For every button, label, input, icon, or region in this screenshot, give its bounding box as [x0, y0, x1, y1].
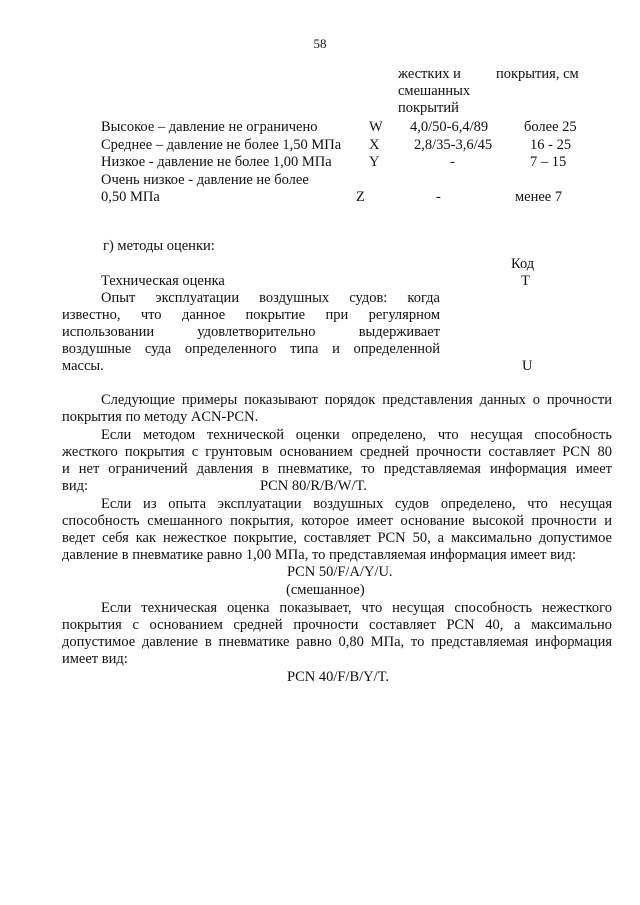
- pressure-label: Низкое - давление не более 1,00 МПа: [101, 154, 332, 170]
- paragraph-4: [62, 600, 612, 668]
- header-line: жестких и: [398, 66, 461, 82]
- pressure-label: Очень низкое - давление не более: [101, 172, 309, 188]
- paragraph-line: Если из опыта эксплуатации воздушных судов определено, что несущая: [101, 496, 612, 512]
- experience-code: U: [522, 358, 533, 374]
- header-line: покрытий: [398, 100, 459, 116]
- paragraph-line: вид:: [62, 478, 89, 494]
- experience-text: [62, 290, 440, 375]
- example-code-2: PCN 50/F/A/Y/U.: [287, 564, 393, 580]
- example-code-1: PCN 80/R/B/W/T.: [260, 478, 367, 494]
- experience-line: использовании удовлетворительно выдерживает: [62, 324, 440, 340]
- technical-code: T: [521, 273, 530, 289]
- example-note: (смешанное): [286, 582, 365, 598]
- pressure-code: W: [369, 119, 383, 135]
- paragraph-line: покрытия с основанием средней прочности составляет PCN 40, а максимально: [62, 617, 612, 633]
- table-header-cover: покрытия, см: [496, 66, 579, 82]
- pressure-thickness: менее 7: [515, 189, 563, 205]
- pressure-thickness: 16 - 25: [530, 137, 572, 153]
- experience-line: известно, что данное покрытие при регулярном: [62, 307, 440, 323]
- pressure-range: -: [436, 189, 441, 205]
- experience-line: Опыт эксплуатации воздушных судов: когда: [101, 290, 440, 306]
- experience-line: воздушные суда определенного типа и определенной: [62, 341, 440, 357]
- paragraph-line: давление в пневматике равно 1,00 МПа, то представляемая информация имеет вид:: [62, 547, 577, 563]
- methods-code-header: Код: [511, 256, 535, 272]
- paragraph-line: Если техническая оценка показывает, что несущая способность нежесткого: [101, 600, 612, 616]
- pressure-code: Z: [356, 189, 365, 205]
- pressure-range: 2,8/35-3,6/45: [414, 137, 493, 153]
- methods-heading: г) методы оценки:: [103, 238, 215, 254]
- pressure-label: Среднее – давление не более 1,50 МПа: [101, 137, 342, 153]
- paragraph-3: [62, 496, 612, 564]
- experience-line: массы.: [62, 358, 104, 374]
- pressure-code: Y: [369, 154, 380, 170]
- pressure-thickness: 7 – 15: [530, 154, 567, 170]
- technical-label: Техническая оценка: [101, 273, 225, 289]
- paragraph-line: и нет ограничений давления в пневматике, то представляемая информация имеет: [62, 461, 612, 477]
- example-code-3: PCN 40/F/B/Y/T.: [287, 669, 390, 685]
- paragraph-line: жесткого покрытия с грунтовым основанием средней прочности составляет PCN 80: [62, 444, 612, 460]
- paragraph-line: имеет вид:: [62, 651, 128, 667]
- page-number: 58: [313, 36, 327, 51]
- paragraph-line: допустимое давление в пневматике равно 0,80 МПа, то представляемая информация: [62, 634, 612, 650]
- pressure-thickness: более 25: [524, 119, 577, 135]
- table-header-rigid: [398, 66, 470, 117]
- pressure-range: 4,0/50-6,4/89: [410, 119, 489, 135]
- pressure-label: Высокое – давление не ограничено: [101, 119, 318, 135]
- paragraph-1: [62, 392, 612, 426]
- paragraph-line: Следующие примеры показывают порядок представления данных о прочности: [101, 392, 612, 408]
- paragraph-line: способность смешанного покрытия, которое имеет основание высокой прочности и: [62, 513, 612, 529]
- pressure-range: -: [450, 154, 455, 170]
- paragraph-line: ведет себя как нежесткое покрытие, составляет PCN 50, а максимально допустимое: [62, 530, 612, 546]
- header-line: смешанных: [398, 83, 471, 99]
- paragraph-line: Если методом технической оценки определено, что несущая способность: [101, 427, 612, 443]
- paragraph-line: покрытия по методу ACN-PCN.: [62, 409, 259, 425]
- pressure-code: X: [369, 137, 380, 153]
- pressure-label-cont: 0,50 МПа: [101, 189, 160, 205]
